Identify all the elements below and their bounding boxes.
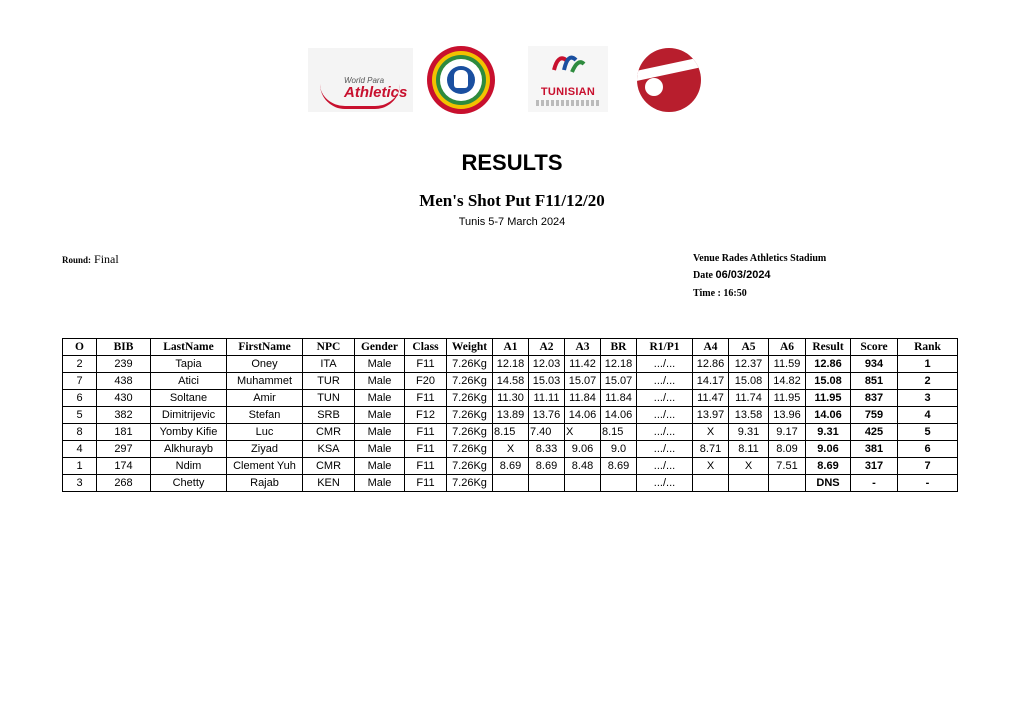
cell-result: 9.31	[806, 424, 851, 441]
cell-a3	[565, 475, 601, 492]
cell-result: 14.06	[806, 407, 851, 424]
tunisian-logo-text: TUNISIAN	[540, 86, 596, 98]
cell-a2: 8.33	[529, 441, 565, 458]
cell-rank: 1	[898, 356, 958, 373]
cell-a6: 13.96	[769, 407, 806, 424]
cell-a5: 12.37	[729, 356, 769, 373]
cell-npc: CMR	[303, 424, 355, 441]
cell-class: F11	[405, 458, 447, 475]
cell-weight: 7.26Kg	[447, 424, 493, 441]
cell-weight: 7.26Kg	[447, 458, 493, 475]
cell-a5	[729, 475, 769, 492]
date-label: Date	[693, 270, 713, 281]
cell-score: 759	[851, 407, 898, 424]
cell-a2: 13.76	[529, 407, 565, 424]
cell-lastname: Alkhurayb	[151, 441, 227, 458]
cell-o: 5	[63, 407, 97, 424]
cell-a1: X	[493, 441, 529, 458]
column-header-o: O	[63, 339, 97, 356]
cell-npc: KSA	[303, 441, 355, 458]
cell-br: 14.06	[601, 407, 637, 424]
cell-a1	[493, 475, 529, 492]
cell-o: 8	[63, 424, 97, 441]
cell-score: 381	[851, 441, 898, 458]
round-info	[62, 252, 119, 267]
cell-lastname: Tapia	[151, 356, 227, 373]
cell-bib: 174	[97, 458, 151, 475]
gp-band	[637, 57, 701, 82]
cell-br: 11.84	[601, 390, 637, 407]
cell-a3: 9.06	[565, 441, 601, 458]
cell-bib: 297	[97, 441, 151, 458]
cell-bib: 181	[97, 424, 151, 441]
cell-br: 9.0	[601, 441, 637, 458]
event-title: Men's Shot Put F11/12/20	[419, 191, 605, 210]
cell-a3: 11.84	[565, 390, 601, 407]
cell-a4: 11.47	[693, 390, 729, 407]
column-header-weight: Weight	[447, 339, 493, 356]
cell-a2: 12.03	[529, 356, 565, 373]
cell-gender: Male	[355, 424, 405, 441]
cell-lastname: Chetty	[151, 475, 227, 492]
column-header-npc: NPC	[303, 339, 355, 356]
cell-gender: Male	[355, 356, 405, 373]
table-body	[63, 356, 958, 492]
column-header-firstname: FirstName	[227, 339, 303, 356]
table-row	[63, 390, 958, 407]
cell-a6: 11.95	[769, 390, 806, 407]
cell-o: 2	[63, 356, 97, 373]
cell-a4: 12.86	[693, 356, 729, 373]
cell-a3: 11.42	[565, 356, 601, 373]
tunisian-paralympic-committee-logo	[528, 46, 608, 112]
column-header-r1-p1: R1/P1	[637, 339, 693, 356]
cell-a6: 8.09	[769, 441, 806, 458]
cell-bib: 239	[97, 356, 151, 373]
cell-class: F12	[405, 407, 447, 424]
cell-score: 425	[851, 424, 898, 441]
cell-r1-p1: .../...	[637, 424, 693, 441]
page-title: RESULTS	[461, 150, 563, 175]
column-header-a2: A2	[529, 339, 565, 356]
cell-npc: SRB	[303, 407, 355, 424]
cell-a2: 11.11	[529, 390, 565, 407]
wheelchair-wheel-icon	[645, 78, 663, 96]
cell-o: 7	[63, 373, 97, 390]
cell-score: -	[851, 475, 898, 492]
federation-seal-logo	[427, 46, 495, 114]
table-row	[63, 458, 958, 475]
cell-a5: 13.58	[729, 407, 769, 424]
cell-result: 11.95	[806, 390, 851, 407]
date-value: 06/03/2024	[715, 269, 771, 281]
column-header-score: Score	[851, 339, 898, 356]
cell-a6	[769, 475, 806, 492]
cell-class: F11	[405, 441, 447, 458]
table-row	[63, 475, 958, 492]
cell-firstname: Rajab	[227, 475, 303, 492]
cell-rank: 7	[898, 458, 958, 475]
cell-gender: Male	[355, 458, 405, 475]
cell-br	[601, 475, 637, 492]
cell-r1-p1: .../...	[637, 458, 693, 475]
world-para-athletics-logo	[308, 48, 413, 112]
cell-class: F20	[405, 373, 447, 390]
cell-r1-p1: .../...	[637, 407, 693, 424]
table-row	[63, 441, 958, 458]
cell-r1-p1: .../...	[637, 356, 693, 373]
cell-a5: 8.11	[729, 441, 769, 458]
cell-weight: 7.26Kg	[447, 373, 493, 390]
cell-o: 6	[63, 390, 97, 407]
column-header-a1: A1	[493, 339, 529, 356]
round-label: Round:	[62, 255, 92, 265]
cell-r1-p1: .../...	[637, 390, 693, 407]
cell-weight: 7.26Kg	[447, 390, 493, 407]
cell-a2: 8.69	[529, 458, 565, 475]
grand-prix-tunis-logo	[637, 48, 701, 112]
column-header-class: Class	[405, 339, 447, 356]
date-info	[693, 269, 771, 281]
cell-gender: Male	[355, 441, 405, 458]
cell-score: 851	[851, 373, 898, 390]
cell-result: 12.86	[806, 356, 851, 373]
agitos-icon	[550, 50, 586, 76]
cell-a3: 15.07	[565, 373, 601, 390]
cell-a3: 8.48	[565, 458, 601, 475]
cell-score: 317	[851, 458, 898, 475]
table-row	[63, 407, 958, 424]
cell-a5: 9.31	[729, 424, 769, 441]
cell-firstname: Luc	[227, 424, 303, 441]
cell-class: F11	[405, 475, 447, 492]
cell-bib: 430	[97, 390, 151, 407]
venue-info: Venue Rades Athletics Stadium	[693, 253, 827, 264]
cell-result: 15.08	[806, 373, 851, 390]
cell-a5: X	[729, 458, 769, 475]
column-header-br: BR	[601, 339, 637, 356]
cell-score: 837	[851, 390, 898, 407]
wpa-logo-text-line1: World Para	[344, 76, 385, 85]
cell-gender: Male	[355, 390, 405, 407]
cell-a1: 11.30	[493, 390, 529, 407]
cell-rank: 4	[898, 407, 958, 424]
cell-gender: Male	[355, 407, 405, 424]
cell-firstname: Ziyad	[227, 441, 303, 458]
cell-npc: TUR	[303, 373, 355, 390]
cell-a6: 9.17	[769, 424, 806, 441]
cell-npc: CMR	[303, 458, 355, 475]
column-header-a3: A3	[565, 339, 601, 356]
cell-a6: 11.59	[769, 356, 806, 373]
results-table	[62, 338, 958, 492]
event-subtitle: Tunis 5-7 March 2024	[458, 216, 566, 228]
cell-a1: 8.69	[493, 458, 529, 475]
cell-npc: KEN	[303, 475, 355, 492]
cell-o: 1	[63, 458, 97, 475]
cell-rank: 2	[898, 373, 958, 390]
table-row	[63, 356, 958, 373]
cell-a6: 7.51	[769, 458, 806, 475]
tunisian-logo-subtext	[536, 100, 600, 106]
table-row	[63, 424, 958, 441]
cell-result: 9.06	[806, 441, 851, 458]
cell-lastname: Atici	[151, 373, 227, 390]
cell-a1: 14.58	[493, 373, 529, 390]
cell-r1-p1: .../...	[637, 475, 693, 492]
cell-a3: 14.06	[565, 407, 601, 424]
cell-result: DNS	[806, 475, 851, 492]
cell-npc: ITA	[303, 356, 355, 373]
cell-a6: 14.82	[769, 373, 806, 390]
cell-o: 3	[63, 475, 97, 492]
sponsor-logos	[300, 44, 720, 116]
cell-a5: 11.74	[729, 390, 769, 407]
column-header-a5: A5	[729, 339, 769, 356]
column-header-a6: A6	[769, 339, 806, 356]
cell-br: 8.15	[601, 424, 637, 441]
table-header-row	[63, 339, 958, 356]
cell-br: 15.07	[601, 373, 637, 390]
column-header-bib: BIB	[97, 339, 151, 356]
cell-weight: 7.26Kg	[447, 441, 493, 458]
cell-a4: X	[693, 424, 729, 441]
cell-firstname: Oney	[227, 356, 303, 373]
round-value: Final	[94, 252, 119, 266]
cell-rank: -	[898, 475, 958, 492]
cell-a4	[693, 475, 729, 492]
cell-weight: 7.26Kg	[447, 356, 493, 373]
cell-lastname: Ndim	[151, 458, 227, 475]
cell-class: F11	[405, 356, 447, 373]
cell-a4: 8.71	[693, 441, 729, 458]
cell-bib: 382	[97, 407, 151, 424]
seal-athlete-icon	[454, 70, 468, 88]
cell-a5: 15.08	[729, 373, 769, 390]
cell-bib: 268	[97, 475, 151, 492]
cell-rank: 5	[898, 424, 958, 441]
cell-lastname: Soltane	[151, 390, 227, 407]
cell-firstname: Amir	[227, 390, 303, 407]
cell-class: F11	[405, 424, 447, 441]
cell-a3: X	[565, 424, 601, 441]
cell-r1-p1: .../...	[637, 373, 693, 390]
cell-a1: 13.89	[493, 407, 529, 424]
column-header-a4: A4	[693, 339, 729, 356]
column-header-lastname: LastName	[151, 339, 227, 356]
column-header-rank: Rank	[898, 339, 958, 356]
column-header-result: Result	[806, 339, 851, 356]
cell-gender: Male	[355, 373, 405, 390]
table-row	[63, 373, 958, 390]
cell-br: 12.18	[601, 356, 637, 373]
cell-a4: X	[693, 458, 729, 475]
cell-o: 4	[63, 441, 97, 458]
cell-firstname: Clement Yuh	[227, 458, 303, 475]
cell-br: 8.69	[601, 458, 637, 475]
wpa-logo-text-line2: Athletics	[344, 84, 408, 101]
cell-a2: 15.03	[529, 373, 565, 390]
cell-weight: 7.26Kg	[447, 407, 493, 424]
column-header-gender: Gender	[355, 339, 405, 356]
cell-r1-p1: .../...	[637, 441, 693, 458]
cell-rank: 6	[898, 441, 958, 458]
cell-score: 934	[851, 356, 898, 373]
cell-npc: TUN	[303, 390, 355, 407]
cell-gender: Male	[355, 475, 405, 492]
cell-rank: 3	[898, 390, 958, 407]
cell-weight: 7.26Kg	[447, 475, 493, 492]
cell-lastname: Dimitrijevic	[151, 407, 227, 424]
cell-a2	[529, 475, 565, 492]
cell-a2: 7.40	[529, 424, 565, 441]
cell-a1: 12.18	[493, 356, 529, 373]
cell-class: F11	[405, 390, 447, 407]
cell-result: 8.69	[806, 458, 851, 475]
cell-a4: 14.17	[693, 373, 729, 390]
cell-a1: 8.15	[493, 424, 529, 441]
cell-lastname: Yomby Kifie	[151, 424, 227, 441]
cell-bib: 438	[97, 373, 151, 390]
time-info: Time : 16:50	[693, 288, 747, 299]
cell-a4: 13.97	[693, 407, 729, 424]
cell-firstname: Muhammet	[227, 373, 303, 390]
cell-firstname: Stefan	[227, 407, 303, 424]
